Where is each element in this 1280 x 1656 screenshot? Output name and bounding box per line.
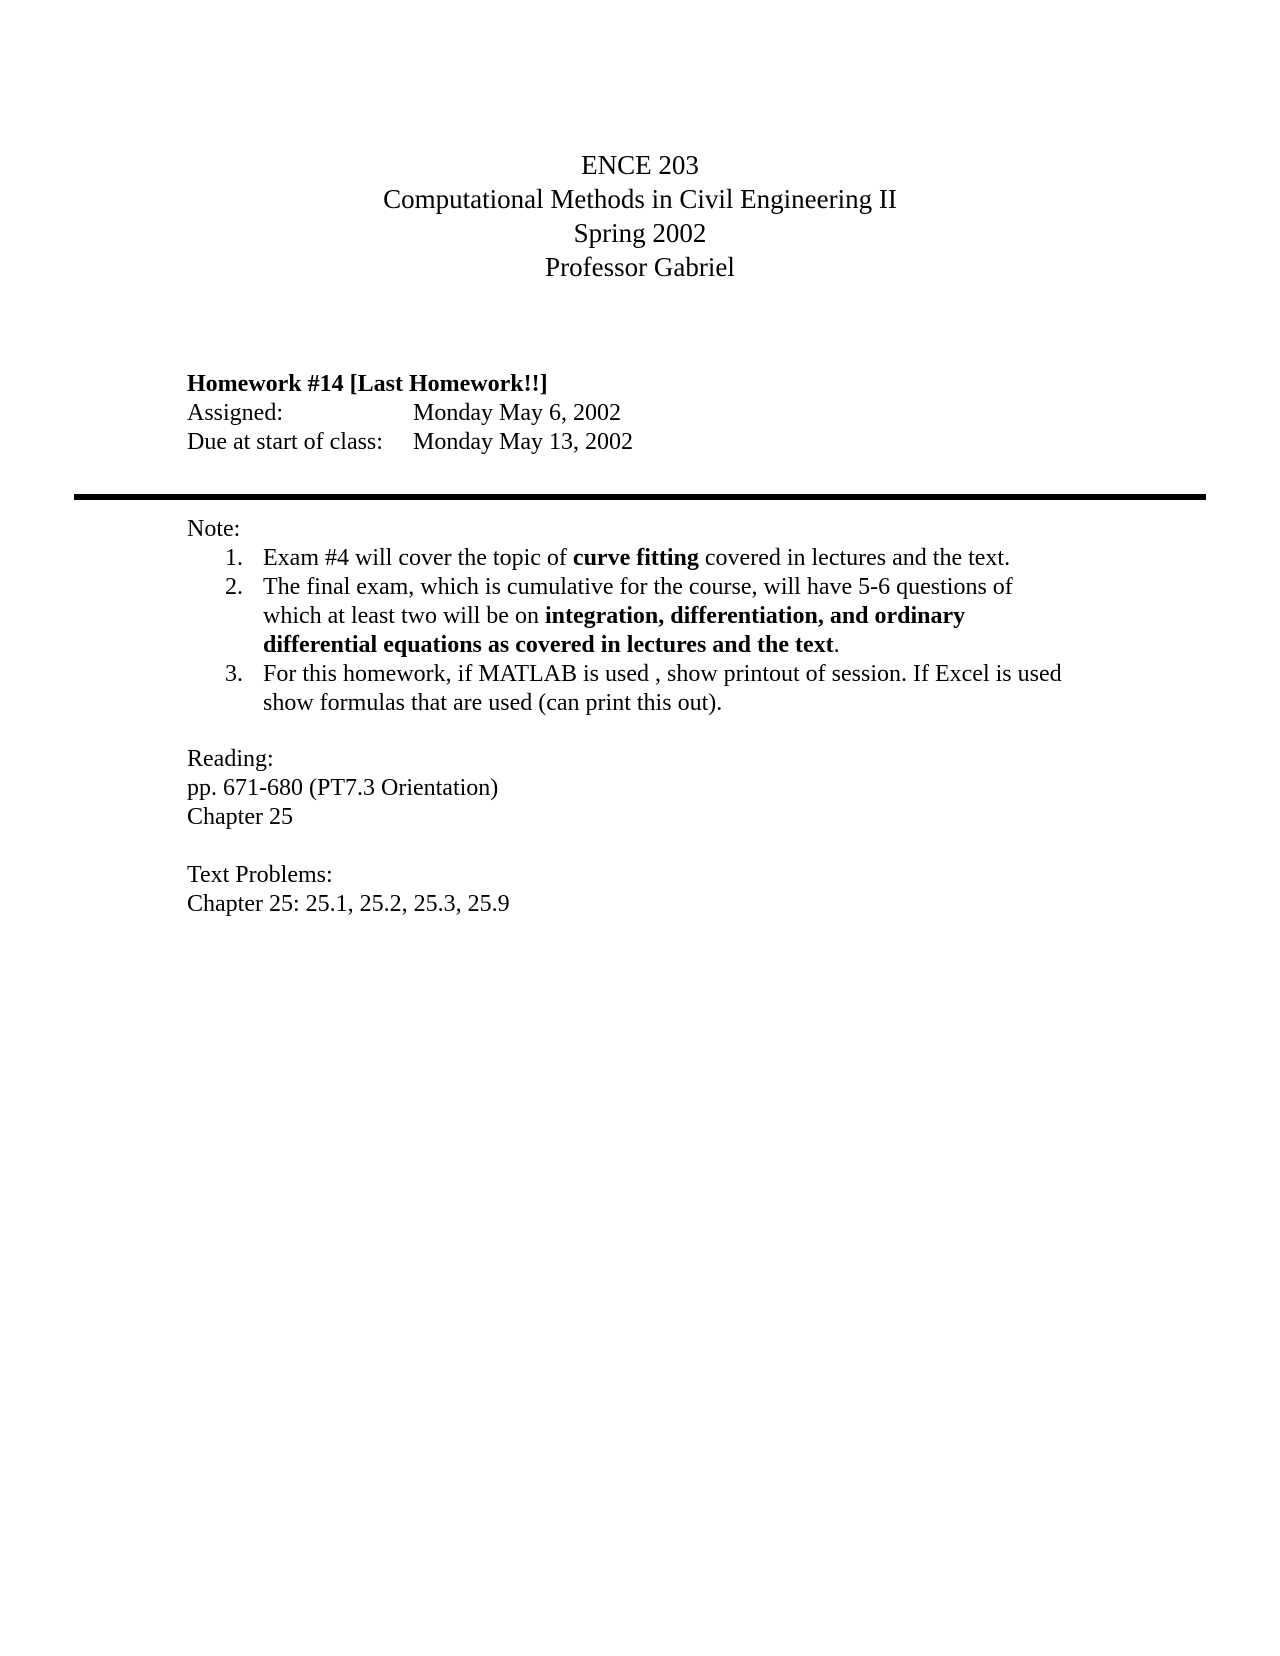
due-label: Due at start of class:: [187, 429, 383, 455]
course-title: Computational Methods in Civil Engineering II: [383, 184, 897, 214]
notes-label: Note:: [187, 516, 241, 542]
homework-title: Homework #14 [Last Homework!!]: [187, 371, 548, 397]
note-text-end: .: [833, 632, 840, 658]
note-number: 3.: [225, 661, 243, 687]
note-text: For this homework, if MATLAB is used , show printout of session. If Excel is used show formulas that are used (can print this out).: [263, 661, 1062, 716]
notes-list: [187, 544, 1067, 718]
reading-section: [187, 745, 498, 832]
course-term: Spring 2002: [573, 218, 707, 248]
course-code: ENCE 203: [581, 150, 699, 180]
reading-label: Reading:: [187, 746, 274, 772]
course-professor: Professor Gabriel: [545, 252, 735, 282]
note-number: 1.: [225, 545, 243, 571]
due-date: Monday May 13, 2002: [413, 429, 633, 455]
note-text: The final exam, which is cumulative for the course, will have 5-6 questions of which at least two will be on: [263, 574, 1013, 629]
course-header: [0, 148, 1280, 284]
problems-section: [187, 861, 510, 919]
note-text: Exam #4 will cover the topic of: [263, 545, 573, 571]
notes-section: [187, 515, 1067, 718]
assigned-row: [187, 399, 633, 428]
homework-info: [187, 370, 633, 457]
reading-line: pp. 671-680 (PT7.3 Orientation): [187, 775, 499, 801]
problems-label: Text Problems:: [187, 862, 333, 888]
assigned-label: Assigned:: [187, 400, 283, 426]
note-item: [187, 544, 1067, 573]
note-item: [187, 573, 1067, 660]
due-row: [187, 428, 633, 457]
note-emphasis: curve fitting: [572, 545, 699, 571]
problems-line: Chapter 25: 25.1, 25.2, 25.3, 25.9: [187, 891, 510, 917]
note-item: [187, 660, 1067, 718]
horizontal-divider: [74, 494, 1206, 500]
note-emphasis: integration, differentiation, and ordinary differential equations as covered in lectures and the text: [263, 603, 966, 658]
assigned-date: Monday May 6, 2002: [413, 400, 621, 426]
reading-line: Chapter 25: [187, 804, 293, 830]
note-number: 2.: [225, 574, 243, 600]
note-text-end: covered in lectures and the text.: [698, 545, 1011, 571]
